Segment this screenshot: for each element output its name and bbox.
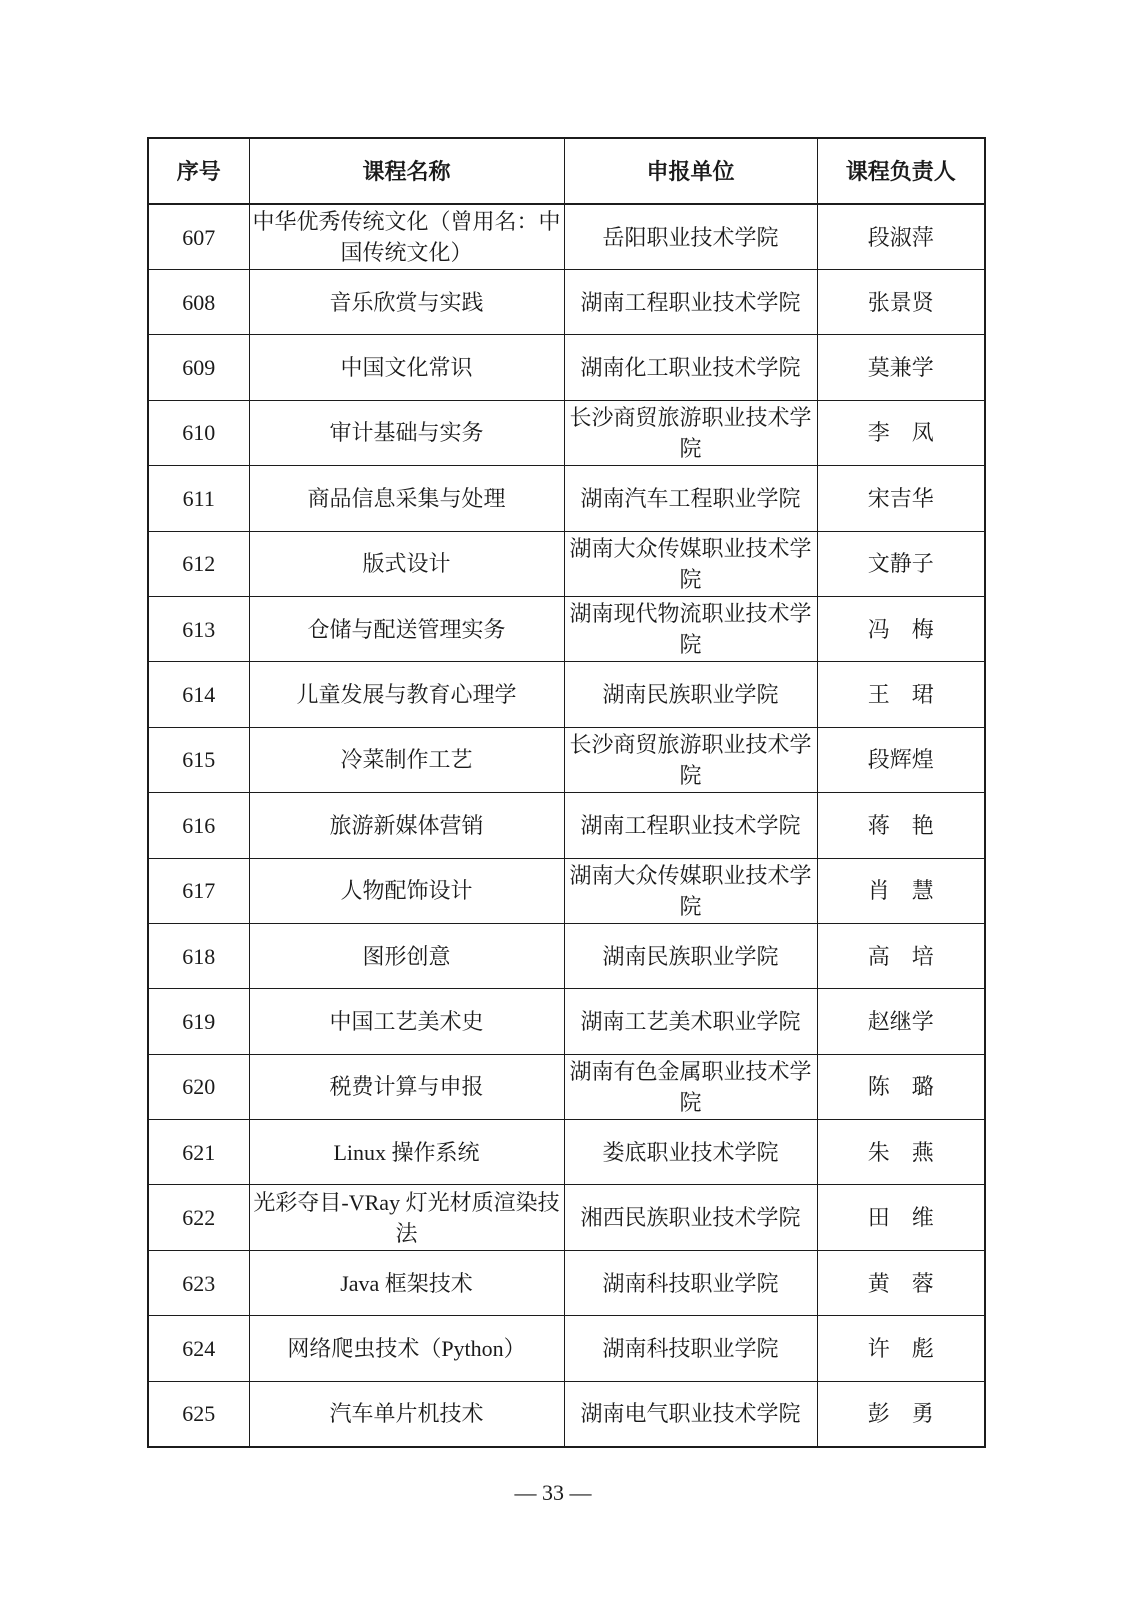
cell-course-leader: 彭 勇 bbox=[817, 1381, 985, 1446]
table-row bbox=[148, 1054, 985, 1119]
cell-course-leader: 张景贤 bbox=[817, 270, 985, 335]
cell-course-leader: 朱 燕 bbox=[817, 1120, 985, 1185]
cell-applicant-unit: 湖南工程职业技术学院 bbox=[564, 270, 817, 335]
cell-course-name: 光彩夺目-VRay 灯光材质渲染技法 bbox=[249, 1185, 564, 1250]
cell-serial-no: 619 bbox=[148, 989, 249, 1054]
cell-course-leader: 黄 蓉 bbox=[817, 1250, 985, 1315]
table-row bbox=[148, 662, 985, 727]
cell-applicant-unit: 长沙商贸旅游职业技术学院 bbox=[564, 400, 817, 465]
cell-serial-no: 618 bbox=[148, 923, 249, 988]
cell-course-name: 审计基础与实务 bbox=[249, 400, 564, 465]
table-header-row bbox=[148, 138, 985, 204]
page-number: — 33 — bbox=[514, 1480, 592, 1505]
cell-course-leader: 文静子 bbox=[817, 531, 985, 596]
cell-serial-no: 623 bbox=[148, 1250, 249, 1315]
cell-course-leader: 肖 慧 bbox=[817, 858, 985, 923]
cell-applicant-unit: 湖南科技职业学院 bbox=[564, 1250, 817, 1315]
table-row bbox=[148, 1316, 985, 1381]
cell-serial-no: 617 bbox=[148, 858, 249, 923]
table-row bbox=[148, 793, 985, 858]
cell-course-name: 中国文化常识 bbox=[249, 335, 564, 400]
cell-course-name: 税费计算与申报 bbox=[249, 1054, 564, 1119]
cell-serial-no: 624 bbox=[148, 1316, 249, 1381]
table-row bbox=[148, 400, 985, 465]
cell-serial-no: 614 bbox=[148, 662, 249, 727]
cell-serial-no: 621 bbox=[148, 1120, 249, 1185]
cell-course-leader: 许 彪 bbox=[817, 1316, 985, 1381]
table-row bbox=[148, 270, 985, 335]
cell-course-leader: 宋吉华 bbox=[817, 466, 985, 531]
cell-course-name: 网络爬虫技术（Python） bbox=[249, 1316, 564, 1381]
cell-course-name: 旅游新媒体营销 bbox=[249, 793, 564, 858]
table-row bbox=[148, 531, 985, 596]
table-row bbox=[148, 858, 985, 923]
cell-course-leader: 莫兼学 bbox=[817, 335, 985, 400]
table-row bbox=[148, 989, 985, 1054]
cell-course-leader: 李 凤 bbox=[817, 400, 985, 465]
cell-applicant-unit: 湖南汽车工程职业学院 bbox=[564, 466, 817, 531]
cell-applicant-unit: 湖南化工职业技术学院 bbox=[564, 335, 817, 400]
cell-course-name: Linux 操作系统 bbox=[249, 1120, 564, 1185]
cell-course-name: 仓储与配送管理实务 bbox=[249, 596, 564, 661]
table-row bbox=[148, 727, 985, 792]
cell-course-name: 汽车单片机技术 bbox=[249, 1381, 564, 1446]
cell-course-name: 图形创意 bbox=[249, 923, 564, 988]
table-row bbox=[148, 1381, 985, 1446]
cell-serial-no: 615 bbox=[148, 727, 249, 792]
table-row bbox=[148, 335, 985, 400]
table-row bbox=[148, 1250, 985, 1315]
cell-course-name: 商品信息采集与处理 bbox=[249, 466, 564, 531]
cell-course-leader: 高 培 bbox=[817, 923, 985, 988]
cell-applicant-unit: 湖南民族职业学院 bbox=[564, 923, 817, 988]
cell-applicant-unit: 湖南科技职业学院 bbox=[564, 1316, 817, 1381]
cell-course-name: Java 框架技术 bbox=[249, 1250, 564, 1315]
cell-course-leader: 冯 梅 bbox=[817, 596, 985, 661]
cell-serial-no: 612 bbox=[148, 531, 249, 596]
cell-serial-no: 620 bbox=[148, 1054, 249, 1119]
table-row bbox=[148, 1185, 985, 1250]
cell-serial-no: 625 bbox=[148, 1381, 249, 1446]
cell-course-leader: 赵继学 bbox=[817, 989, 985, 1054]
cell-course-name: 音乐欣赏与实践 bbox=[249, 270, 564, 335]
cell-course-leader: 蒋 艳 bbox=[817, 793, 985, 858]
cell-course-leader: 陈 璐 bbox=[817, 1054, 985, 1119]
table-row bbox=[148, 923, 985, 988]
cell-applicant-unit: 岳阳职业技术学院 bbox=[564, 204, 817, 270]
cell-serial-no: 622 bbox=[148, 1185, 249, 1250]
cell-course-name: 人物配饰设计 bbox=[249, 858, 564, 923]
cell-applicant-unit: 湖南工艺美术职业学院 bbox=[564, 989, 817, 1054]
cell-serial-no: 608 bbox=[148, 270, 249, 335]
cell-applicant-unit: 湖南大众传媒职业技术学院 bbox=[564, 531, 817, 596]
cell-course-leader: 段淑萍 bbox=[817, 204, 985, 270]
table-row bbox=[148, 596, 985, 661]
cell-course-name: 中华优秀传统文化（曾用名：中国传统文化） bbox=[249, 204, 564, 270]
cell-course-leader: 田 维 bbox=[817, 1185, 985, 1250]
cell-applicant-unit: 湘西民族职业技术学院 bbox=[564, 1185, 817, 1250]
course-table bbox=[147, 137, 986, 1448]
cell-course-name: 版式设计 bbox=[249, 531, 564, 596]
header-cell-serial-no: 序号 bbox=[148, 138, 249, 204]
cell-applicant-unit: 湖南电气职业技术学院 bbox=[564, 1381, 817, 1446]
cell-course-leader: 段辉煌 bbox=[817, 727, 985, 792]
cell-serial-no: 607 bbox=[148, 204, 249, 270]
cell-serial-no: 609 bbox=[148, 335, 249, 400]
cell-applicant-unit: 湖南大众传媒职业技术学院 bbox=[564, 858, 817, 923]
header-cell-applicant-unit: 申报单位 bbox=[564, 138, 817, 204]
table-row bbox=[148, 466, 985, 531]
cell-course-name: 冷菜制作工艺 bbox=[249, 727, 564, 792]
cell-course-leader: 王 珺 bbox=[817, 662, 985, 727]
cell-serial-no: 611 bbox=[148, 466, 249, 531]
cell-serial-no: 616 bbox=[148, 793, 249, 858]
table-body bbox=[148, 204, 985, 1447]
cell-applicant-unit: 娄底职业技术学院 bbox=[564, 1120, 817, 1185]
cell-course-name: 儿童发展与教育心理学 bbox=[249, 662, 564, 727]
table-row bbox=[148, 204, 985, 270]
cell-serial-no: 610 bbox=[148, 400, 249, 465]
cell-course-name: 中国工艺美术史 bbox=[249, 989, 564, 1054]
cell-applicant-unit: 湖南现代物流职业技术学院 bbox=[564, 596, 817, 661]
cell-applicant-unit: 湖南工程职业技术学院 bbox=[564, 793, 817, 858]
table-row bbox=[148, 1120, 985, 1185]
cell-applicant-unit: 湖南有色金属职业技术学院 bbox=[564, 1054, 817, 1119]
header-cell-course-name: 课程名称 bbox=[249, 138, 564, 204]
cell-applicant-unit: 湖南民族职业学院 bbox=[564, 662, 817, 727]
cell-serial-no: 613 bbox=[148, 596, 249, 661]
cell-applicant-unit: 长沙商贸旅游职业技术学院 bbox=[564, 727, 817, 792]
header-cell-course-leader: 课程负责人 bbox=[817, 138, 985, 204]
